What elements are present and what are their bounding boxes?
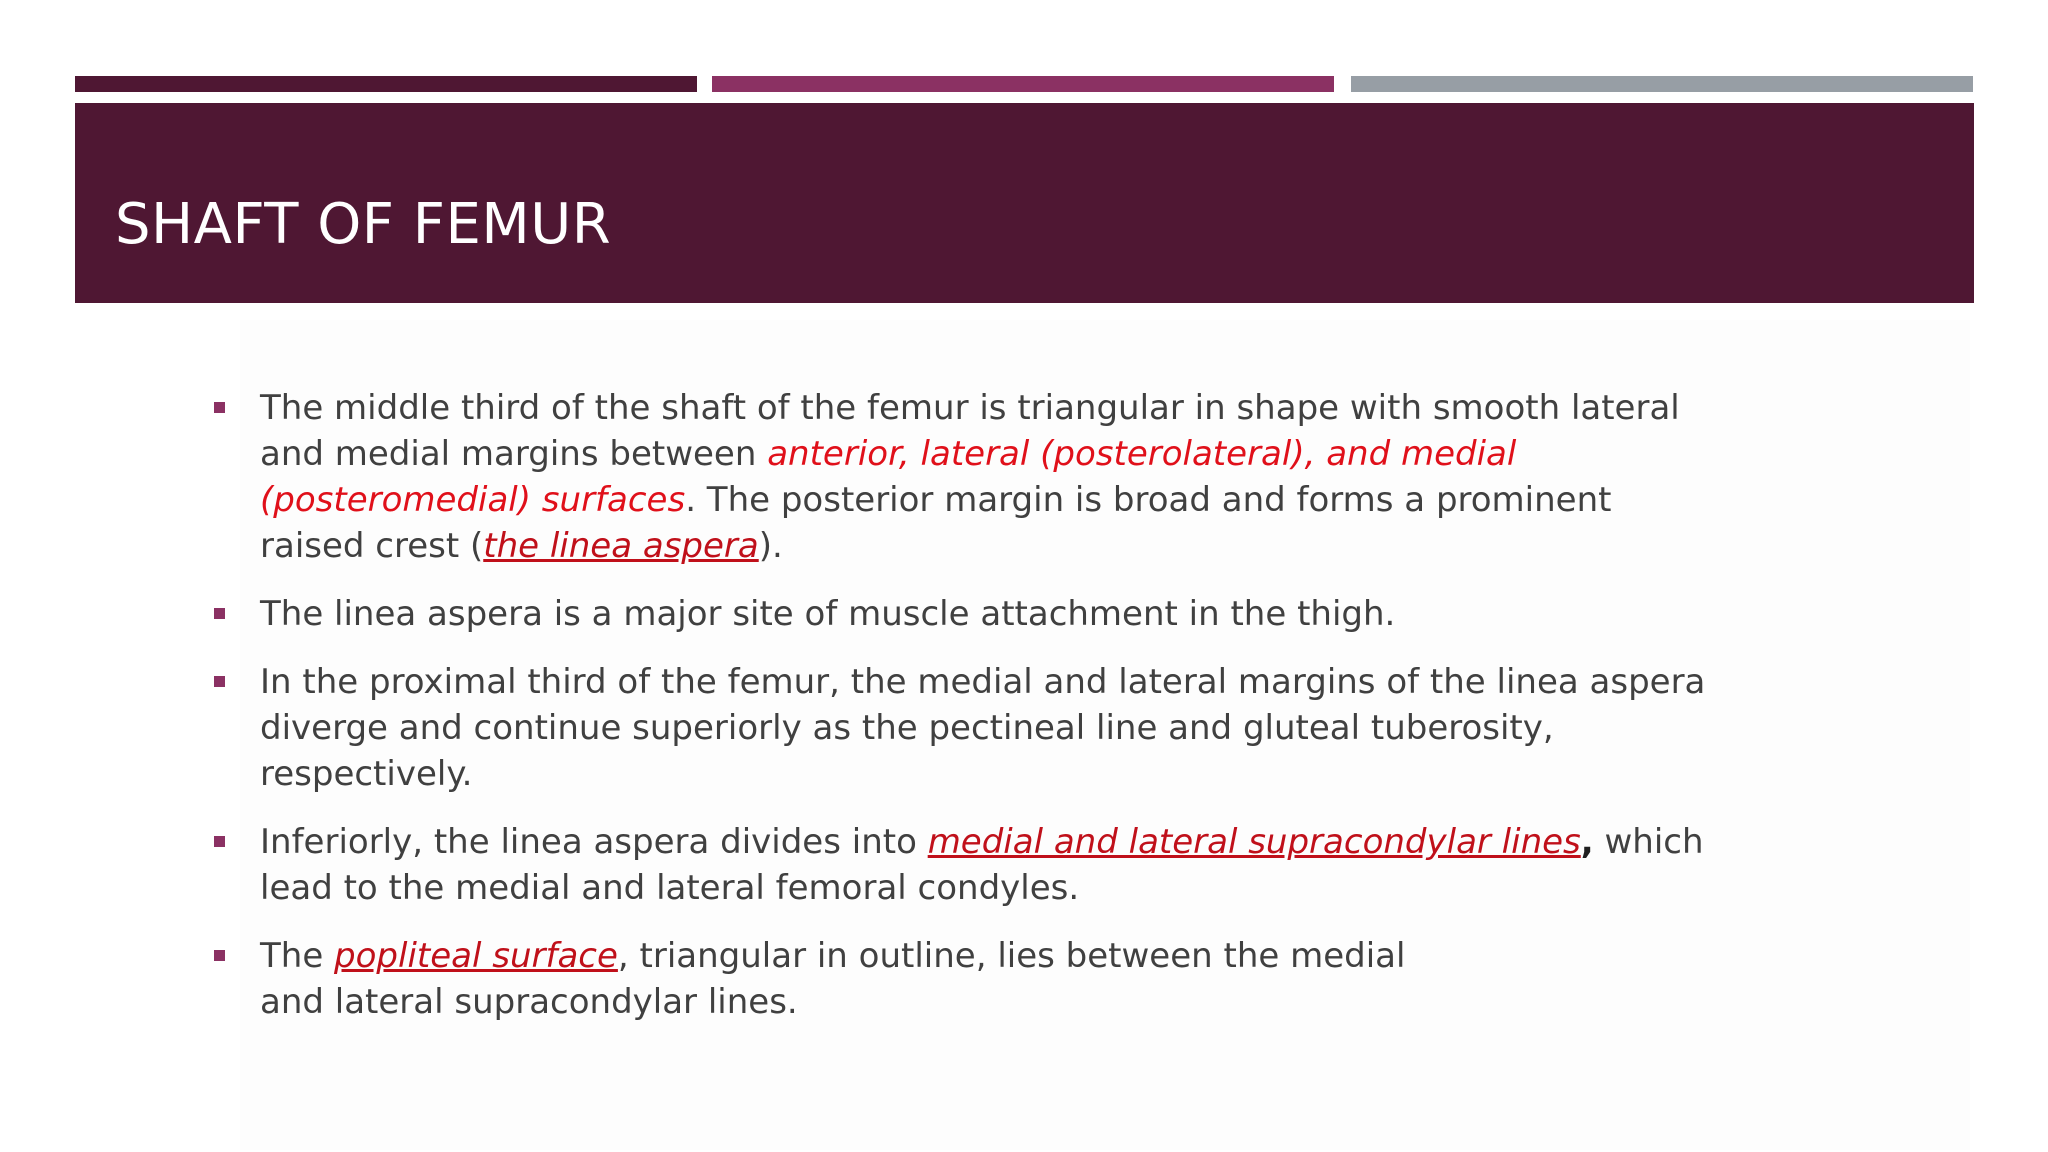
bullet-text: and lateral supracondylar lines. bbox=[260, 982, 798, 1022]
bullet-text: . The posterior margin is broad and forms a prominent raised crest ( bbox=[260, 480, 1612, 566]
title-band bbox=[75, 103, 1974, 303]
square-bullet-icon bbox=[214, 402, 225, 413]
bullet-text: The middle third of the shaft of the femur is triangular in shape with smooth lateral and medial margins between bbox=[260, 388, 1680, 474]
bold-comma: , bbox=[1580, 822, 1594, 862]
square-bullet-icon bbox=[214, 836, 225, 847]
bullet-item bbox=[260, 819, 1720, 911]
bullet-item bbox=[260, 591, 1720, 637]
hyperlink-linea-aspera[interactable]: the linea aspera bbox=[483, 526, 759, 566]
bullet-text: The linea aspera is a major site of muscle attachment in the thigh. bbox=[260, 594, 1396, 634]
square-bullet-icon bbox=[214, 950, 225, 961]
bullet-text: which lead to the medial and lateral femoral condyles. bbox=[260, 822, 1704, 908]
accent-bar-magenta bbox=[712, 76, 1334, 92]
bullet-text: ). bbox=[758, 526, 783, 566]
hyperlink-supracondylar-lines[interactable]: medial and lateral supracondylar lines bbox=[927, 822, 1581, 862]
square-bullet-icon bbox=[214, 608, 225, 619]
bullet-text: In the proximal third of the femur, the medial and lateral margins of the linea aspera diverge and continue superiorly as the pectineal line and gluteal tuberosity, respectively. bbox=[260, 662, 1706, 794]
bullet-text: The bbox=[260, 936, 335, 976]
accent-bar-dark bbox=[75, 76, 697, 92]
bullet-list bbox=[260, 385, 1720, 1047]
bullet-text: , triangular in outline, lies between the medial bbox=[617, 936, 1406, 976]
square-bullet-icon bbox=[214, 676, 225, 687]
slide-title: SHAFT OF FEMUR bbox=[115, 192, 612, 257]
bullet-item bbox=[260, 385, 1720, 569]
bullet-item bbox=[260, 933, 1720, 1025]
bullet-item bbox=[260, 659, 1720, 797]
emphasis-text: anterior, lateral (posterolateral), and medial (posteromedial) surfaces bbox=[260, 434, 1517, 520]
hyperlink-popliteal-surface[interactable]: popliteal surface bbox=[334, 936, 618, 976]
accent-bar-gray bbox=[1351, 76, 1973, 92]
bullet-text: Inferiorly, the linea aspera divides into bbox=[260, 822, 928, 862]
